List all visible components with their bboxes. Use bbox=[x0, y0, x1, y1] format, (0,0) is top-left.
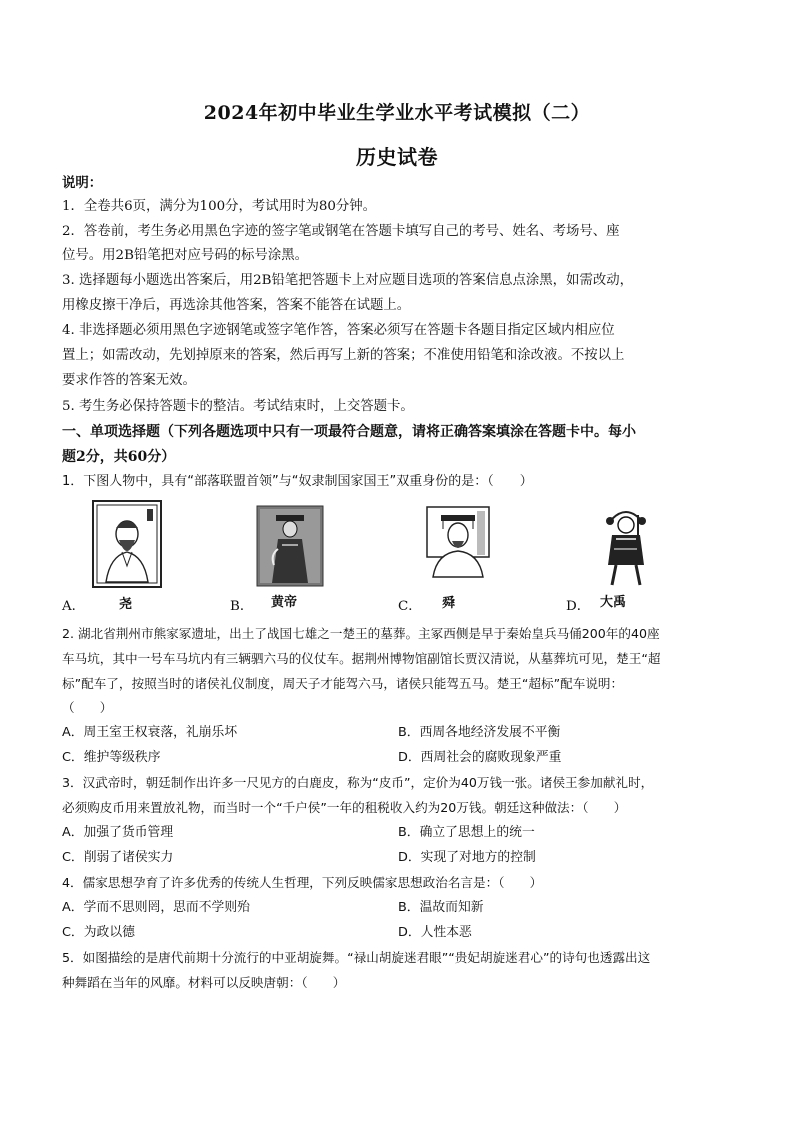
q3-option-b: B．确立了思想上的统一 bbox=[398, 825, 535, 840]
instruction-line: 4. 非选择题必须用黑色字迹钢笔或签字笔作答，答案必须写在答题卡各题目指定区域内相应位 bbox=[62, 323, 615, 338]
figure-huangdi-portrait bbox=[256, 505, 324, 591]
instruction-line: 置上；如需改动，先划掉原来的答案，然后再写上新的答案；不准使用铅笔和涂改液。不按以上 bbox=[62, 348, 625, 363]
section-heading-cont: 题2分，共60分） bbox=[62, 449, 176, 465]
instruction-line: 位号。用2B铅笔把对应号码的标号涂黑。 bbox=[62, 248, 308, 263]
huangdi-portrait-icon bbox=[256, 505, 324, 587]
question-2-line: 2. 湖北省荆州市熊家冢遗址，出土了战国七雄之一楚王的墓葬。主冢西侧是早于秦始皇兵马俑200年的40座 bbox=[62, 626, 660, 641]
q1-option-c-letter: C． bbox=[398, 599, 422, 614]
q1-option-a-label: 尧 bbox=[119, 597, 133, 612]
question-3-line: 3．汉武帝时，朝廷制作出许多一尺见方的白鹿皮，称为“皮币”，定价为40万钱一张。诸侯王参加献礼时， bbox=[62, 775, 654, 790]
q1-option-d-label: 大禹 bbox=[600, 595, 627, 610]
question-5-line: 种舞蹈在当年的风靡。材料可以反映唐朝：（ ） bbox=[62, 975, 346, 990]
q3-option-d: D．实现了对地方的控制 bbox=[398, 850, 536, 865]
yao-portrait-icon bbox=[92, 500, 162, 588]
figure-dayu-portrait bbox=[598, 505, 654, 591]
question-2-line: 标”配车了，按照当时的诸侯礼仪制度，周天子才能驾六马，诸侯只能驾五马。楚王“超标”配车说明： bbox=[62, 676, 624, 691]
q4-option-d: D．人性本恶 bbox=[398, 925, 472, 940]
instructions-heading: 说明： bbox=[62, 175, 103, 191]
figure-yao-portrait bbox=[92, 500, 162, 592]
exam-subtitle: 历史试卷 bbox=[356, 145, 438, 169]
question-3-line: 必须购皮币用来置放礼物，而当时一个“千户侯”一年的租税收入约为20万钱。朝廷这种做法：（ ） bbox=[62, 800, 627, 815]
dayu-portrait-icon bbox=[598, 505, 654, 587]
q4-option-a: A．学而不思则罔，思而不学则殆 bbox=[62, 900, 250, 915]
q1-option-a-letter: A． bbox=[62, 599, 86, 614]
q4-option-c: C．为政以德 bbox=[62, 925, 135, 940]
q3-option-a: A．加强了货币管理 bbox=[62, 825, 174, 840]
section-heading: 一、单项选择题（下列各题选项中只有一项最符合题意，请将正确答案填涂在答题卡中。每小 bbox=[62, 424, 636, 440]
instruction-line: 1．全卷共6页，满分为100分，考试用时为80分钟。 bbox=[62, 199, 377, 214]
question-5-line: 5．如图描绘的是唐代前期十分流行的中亚胡旋舞。“禄山胡旋迷君眼”“贵妃胡旋迷君心”的诗句也透露出这 bbox=[62, 950, 651, 965]
question-1-stem: 1．下图人物中，具有“部落联盟首领”与“奴隶制国家国王”双重身份的是：（ ） bbox=[62, 474, 533, 489]
q1-option-b-label: 黄帝 bbox=[271, 595, 298, 610]
exam-title: 2024年初中毕业生学业水平考试模拟（二） bbox=[203, 102, 591, 124]
instruction-line: 用橡皮擦干净后，再选涂其他答案，答案不能答在试题上。 bbox=[62, 298, 411, 313]
q2-option-b: B．西周各地经济发展不平衡 bbox=[398, 725, 561, 740]
q2-option-d: D．西周社会的腐败现象严重 bbox=[398, 750, 562, 765]
instruction-line: 5. 考生务必保持答题卡的整洁。考试结束时，上交答题卡。 bbox=[62, 399, 414, 414]
q1-option-c-label: 舜 bbox=[442, 596, 456, 611]
shun-portrait-icon bbox=[425, 505, 493, 579]
question-2-line: （ ） bbox=[62, 700, 113, 715]
instruction-line: 3. 选择题每小题选出答案后，用2B铅笔把答题卡上对应题目选项的答案信息点涂黑，如需改动， bbox=[62, 273, 634, 288]
figure-shun-portrait bbox=[425, 505, 493, 583]
question-4-line: 4．儒家思想孕育了许多优秀的传统人生哲理，下列反映儒家思想政治名言是：（ ） bbox=[62, 875, 543, 890]
instruction-line: 要求作答的答案无效。 bbox=[62, 373, 196, 388]
q4-option-b: B．温故而知新 bbox=[398, 900, 484, 915]
q1-option-b-letter: B． bbox=[230, 599, 254, 614]
question-2-line: 车马坑，其中一号车马坑内有三辆驷六马的仪仗车。据荆州博物馆副馆长贾汉清说，从墓葬坑可见，楚王“超 bbox=[62, 651, 661, 666]
instruction-line: 2．答卷前，考生务必用黑色字迹的签字笔或钢笔在答题卡填写自己的考号、姓名、考场号、座 bbox=[62, 224, 620, 239]
q1-option-d-letter: D． bbox=[566, 599, 591, 614]
q3-option-c: C．削弱了诸侯实力 bbox=[62, 850, 174, 865]
q2-option-c: C．维护等级秩序 bbox=[62, 750, 161, 765]
q2-option-a: A．周王室王权衰落，礼崩乐坏 bbox=[62, 725, 238, 740]
